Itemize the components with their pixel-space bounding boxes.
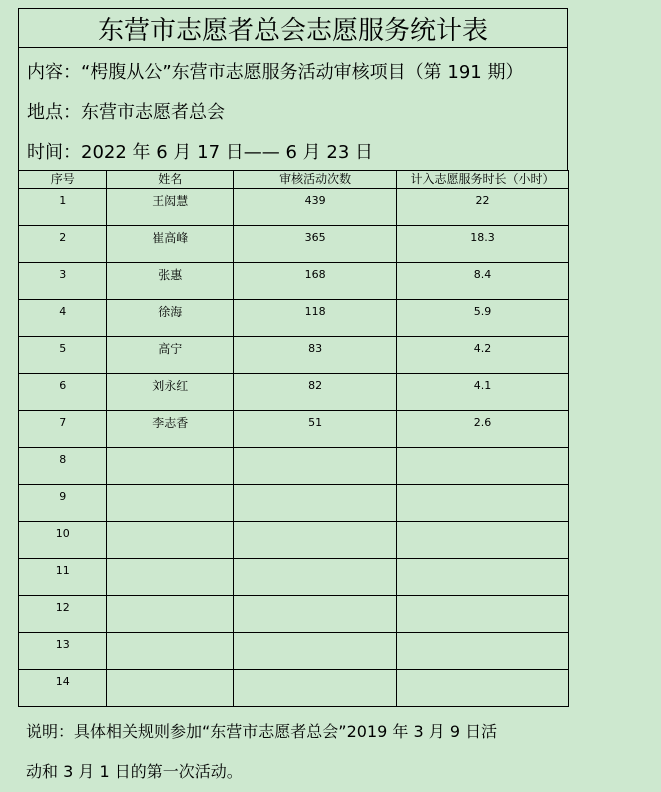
table-row [19,485,569,522]
row-number-cell: 4 [19,300,107,337]
row-name-cell: 李志香 [107,411,234,448]
row-hours-cell: 8.4 [397,263,569,300]
row-count-cell: 82 [234,374,397,411]
table-row [19,559,569,596]
header-hours: 计入志愿服务时长（小时） [397,171,569,189]
row-number-cell: 7 [19,411,107,448]
row-hours-cell: 18.3 [397,226,569,263]
row-name-cell [107,670,234,707]
table-header-row [19,171,569,189]
table-row [19,263,569,300]
row-name-cell [107,448,234,485]
row-number-cell: 5 [19,337,107,374]
table-row [19,411,569,448]
location-line: 地点：东营市志愿者总会 [27,102,225,123]
table-row [19,189,569,226]
row-count-cell [234,559,397,596]
row-name-cell [107,596,234,633]
row-number-cell: 1 [19,189,107,226]
table-body [19,189,569,707]
table-row [19,337,569,374]
table-row [19,633,569,670]
row-hours-cell: 4.1 [397,374,569,411]
table-row [19,670,569,707]
row-count-cell: 168 [234,263,397,300]
header-count: 审核活动次数 [234,171,397,189]
row-hours-cell: 2.6 [397,411,569,448]
row-hours-cell: 22 [397,189,569,226]
row-count-cell: 365 [234,226,397,263]
row-name-cell [107,485,234,522]
table-row [19,300,569,337]
row-number-cell: 3 [19,263,107,300]
row-number-cell: 13 [19,633,107,670]
row-hours-cell: 4.2 [397,337,569,374]
table-row [19,596,569,633]
row-hours-cell [397,670,569,707]
row-number-cell: 9 [19,485,107,522]
row-name-cell: 张惠 [107,263,234,300]
note-block [26,712,626,792]
statistics-sheet [18,8,568,707]
row-hours-cell [397,485,569,522]
table-row [19,448,569,485]
row-name-cell [107,633,234,670]
row-count-cell [234,448,397,485]
time-line: 时间：2022 年 6 月 17 日—— 6 月 23 日 [27,142,374,163]
row-hours-cell [397,559,569,596]
row-count-cell [234,670,397,707]
note-line-2: 动和 3 月 1 日的第一次活动。 [26,762,243,781]
row-name-cell: 刘永红 [107,374,234,411]
header-name: 姓名 [107,171,234,189]
row-name-cell: 徐海 [107,300,234,337]
row-hours-cell [397,522,569,559]
row-count-cell: 83 [234,337,397,374]
note-line-1: 说明：具体相关规则参加“东营市志愿者总会”2019 年 3 月 9 日活 [26,722,498,741]
row-number-cell: 10 [19,522,107,559]
row-name-cell [107,522,234,559]
sheet-title: 东营市志愿者总会志愿服务统计表 [18,8,568,48]
table-row [19,226,569,263]
row-hours-cell [397,596,569,633]
header-no: 序号 [19,171,107,189]
row-name-cell: 高宁 [107,337,234,374]
row-number-cell: 8 [19,448,107,485]
statistics-table [18,170,569,707]
row-hours-cell [397,633,569,670]
row-name-cell [107,559,234,596]
info-block [18,48,568,170]
row-name-cell: 王闳慧 [107,189,234,226]
row-number-cell: 6 [19,374,107,411]
content-line: 内容：“枵腹从公”东营市志愿服务活动审核项目（第 191 期） [27,62,524,83]
table-row [19,522,569,559]
row-hours-cell: 5.9 [397,300,569,337]
row-count-cell: 51 [234,411,397,448]
row-count-cell: 439 [234,189,397,226]
row-count-cell: 118 [234,300,397,337]
row-count-cell [234,633,397,670]
row-count-cell [234,485,397,522]
row-number-cell: 11 [19,559,107,596]
row-count-cell [234,522,397,559]
row-count-cell [234,596,397,633]
row-number-cell: 2 [19,226,107,263]
row-hours-cell [397,448,569,485]
table-row [19,374,569,411]
row-number-cell: 14 [19,670,107,707]
row-number-cell: 12 [19,596,107,633]
row-name-cell: 崔高峰 [107,226,234,263]
